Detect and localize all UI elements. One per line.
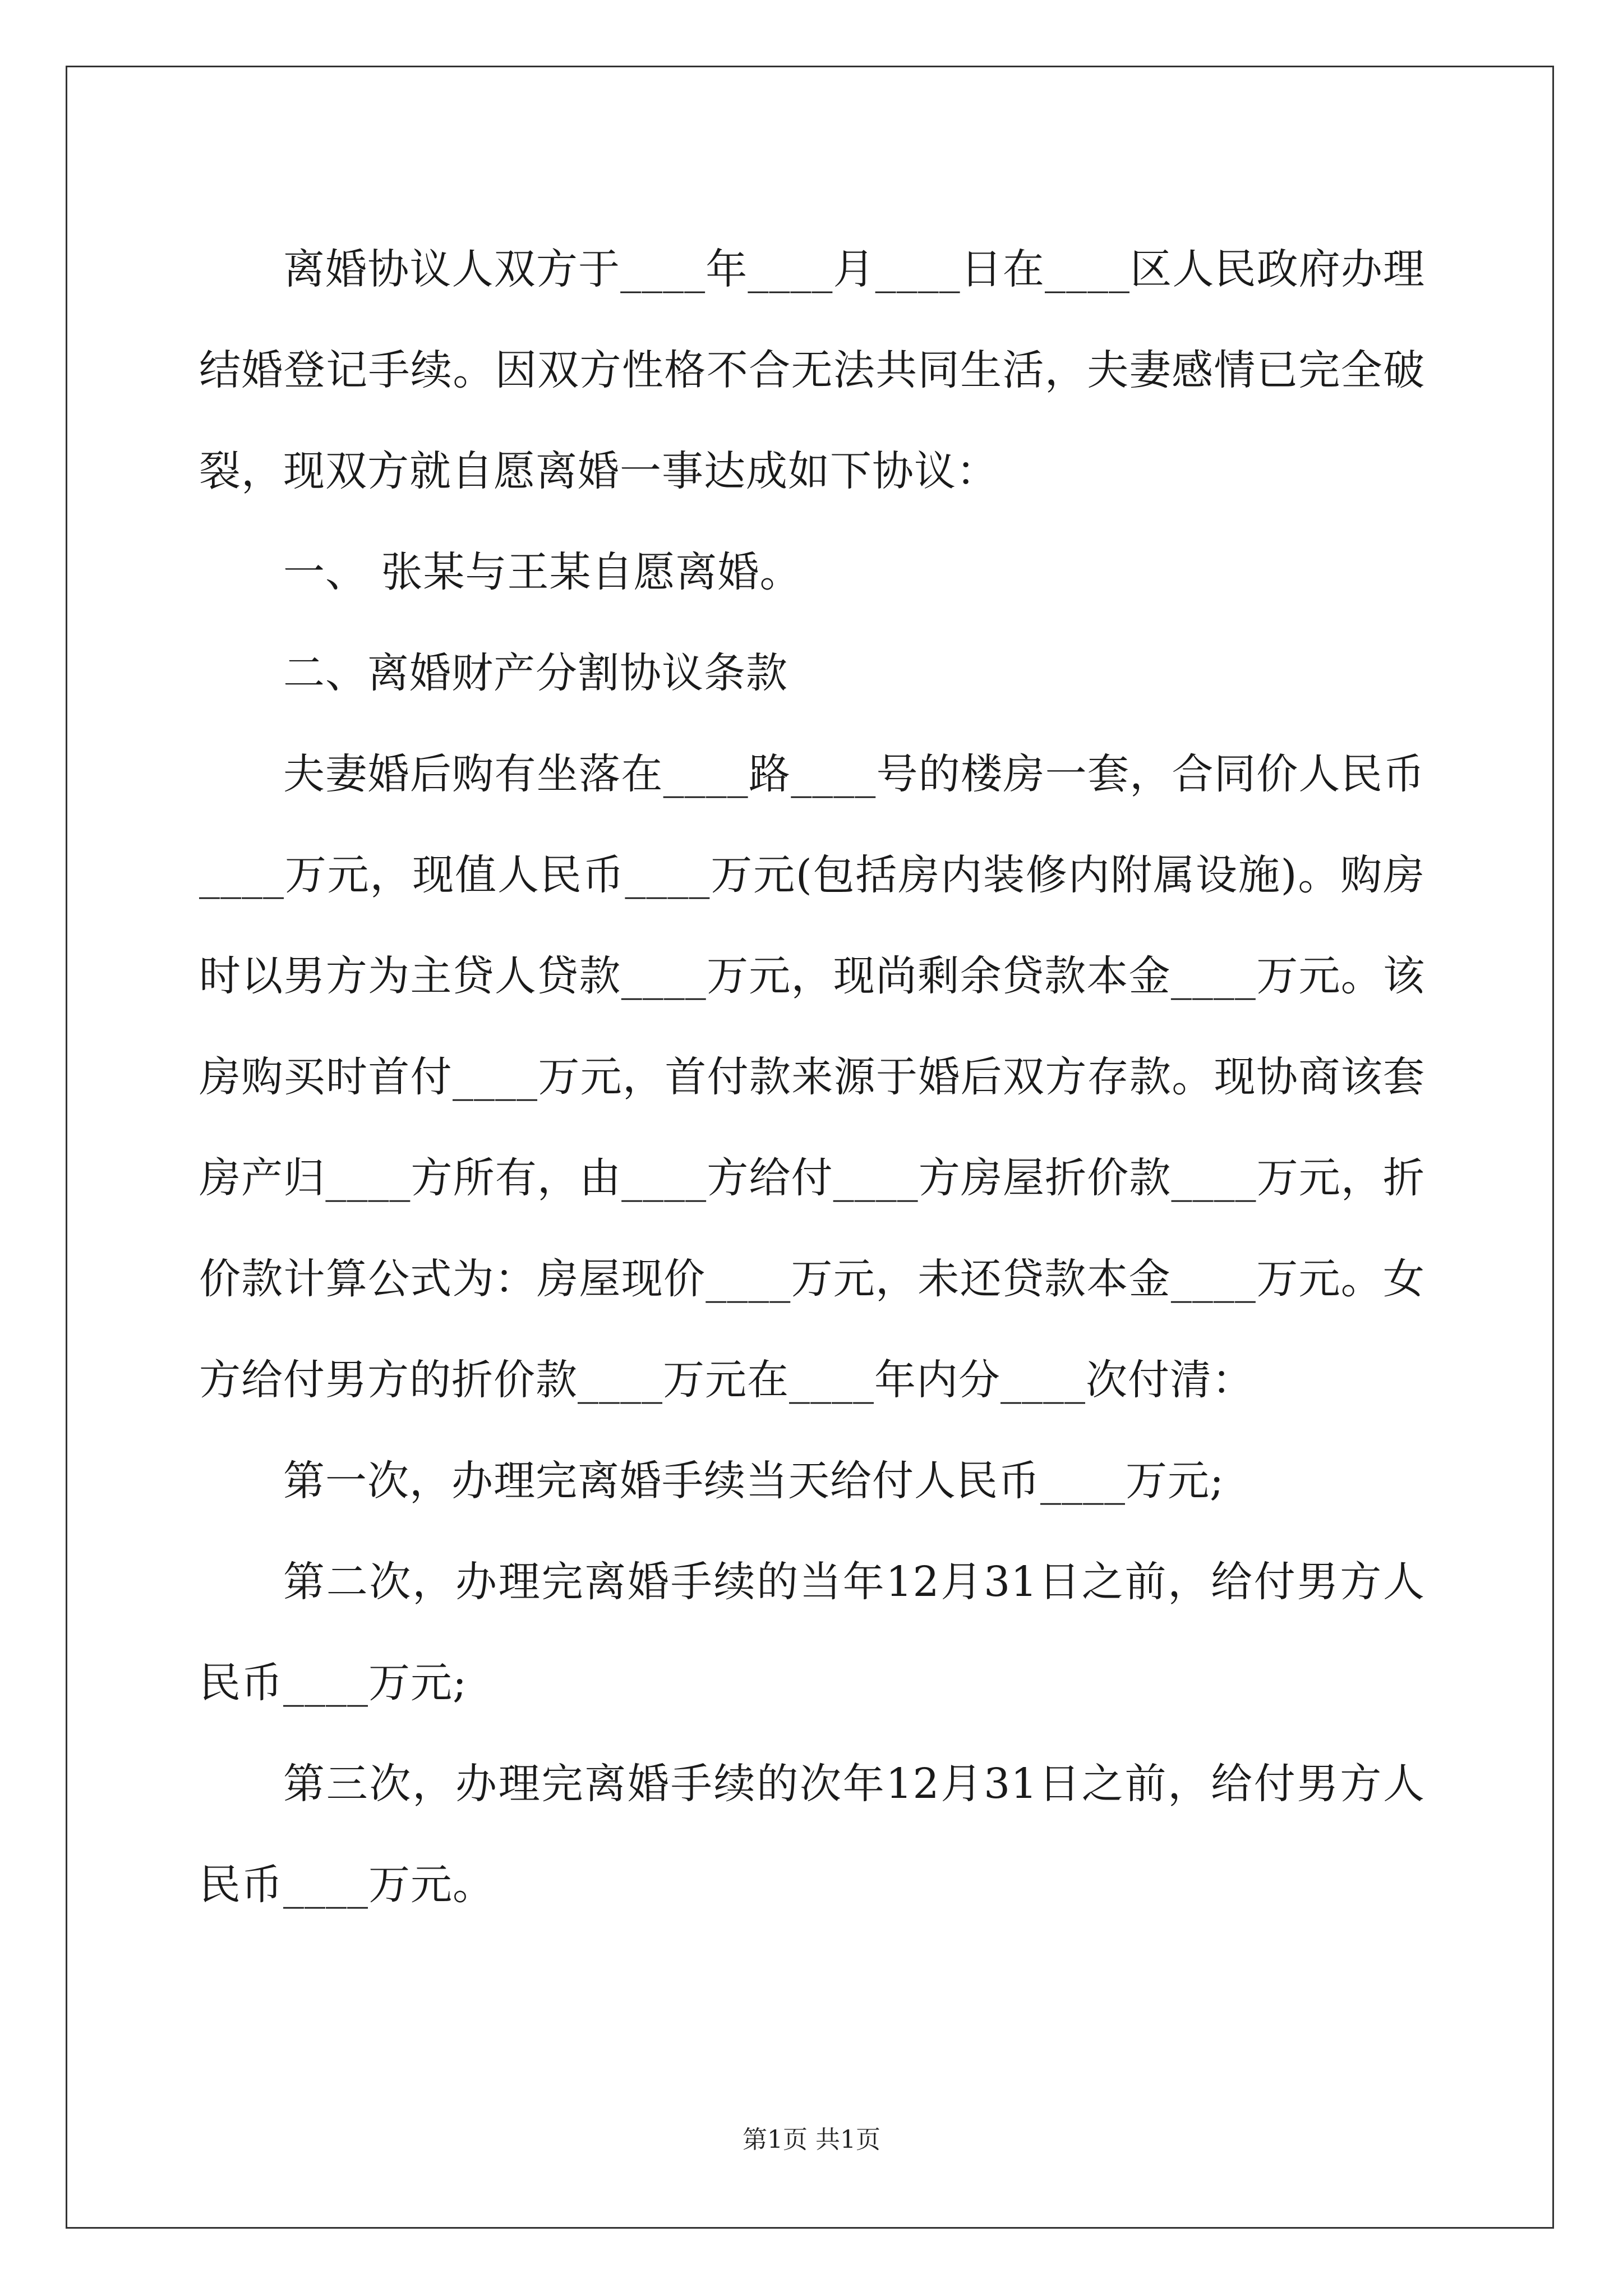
intro-paragraph: 离婚协议人双方于____年____月____日在____区人民政府办理结婚登记手续。因双方性格不合无法共同生活，夫妻感情已完全破裂，现双方就自愿离婚一事达成如下协议： — [199, 245, 1425, 495]
property-paragraph: 夫妻婚后购有坐落在____路____号的楼房一套，合同价人民币____万元，现值人民币____万元(包括房内装修内附属设施)。购房时以男方为主贷人贷款____万元，现尚剩余贷款本金____万元。该房购买时首付____万元，首付款来源于婚后双方存款。现协商该套房产归____方所有，由____方给付____方房屋折价款____万元，折价款计算公式为：房屋现价____万元，未还贷款本金____万元。女方给付男方的折价款____万元在____年内分____次付清： — [199, 750, 1425, 1404]
page-footer: 第1页 共1页 — [743, 2125, 880, 2154]
clause-two-heading: 二、离婚财产分割协议条款 — [283, 649, 788, 697]
payment-third: 第三次，办理完离婚手续的次年12月31日之前，给付男方人民币____万元。 — [199, 1760, 1425, 1909]
payment-second: 第二次，办理完离婚手续的当年12月31日之前，给付男方人民币____万元; — [199, 1558, 1425, 1707]
clause-one: 一、 张某与王某自愿离婚。 — [283, 548, 802, 596]
document-body — [199, 219, 1425, 1935]
payment-first: 第一次，办理完离婚手续当天给付人民币____万元; — [283, 1457, 1224, 1505]
